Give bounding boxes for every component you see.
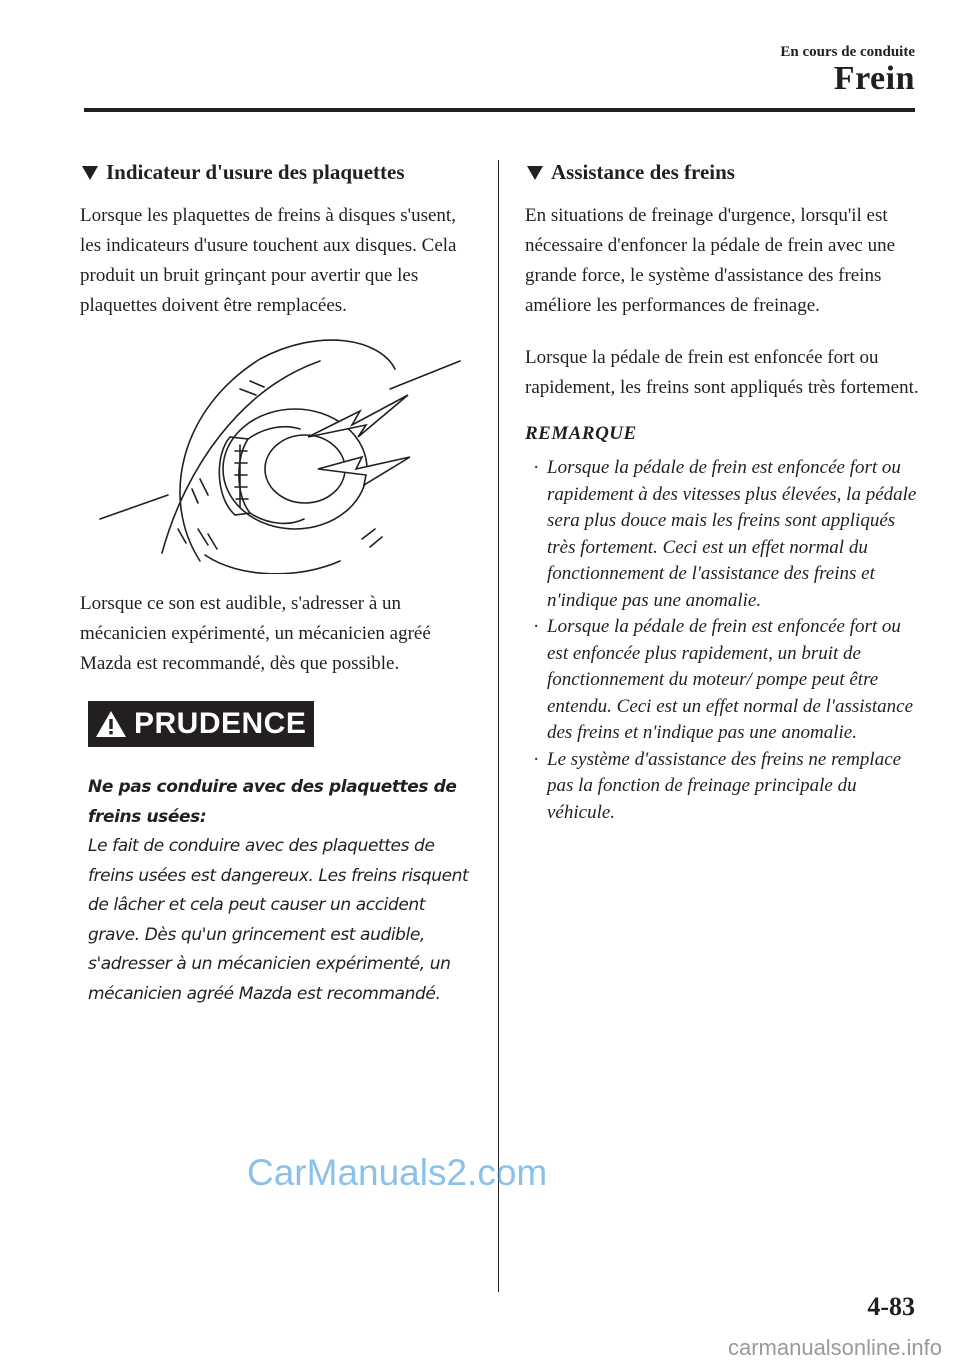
footer-site-link[interactable]: carmanualsonline.info	[727, 1335, 942, 1360]
brake-pad-wear-illustration	[90, 329, 470, 574]
paragraph: En situations de freinage d'urgence, lorsqu'il est nécessaire d'enfoncer la pédale de frein avec une grande force, le système d'assistance des freins améliore les performances de freinage.	[525, 205, 896, 316]
watermark: CarManuals2.com	[247, 1152, 548, 1193]
right-column	[525, 160, 925, 826]
paragraph: Lorsque la pédale de frein est enfoncée fort ou rapidement, les freins sont appliqués très fortement.	[525, 347, 919, 398]
caution-text	[88, 773, 480, 1009]
caution-heading: Ne pas conduire avec des plaquettes de freins usées:	[88, 777, 457, 827]
column-divider	[498, 160, 499, 1292]
triangle-down-icon	[82, 166, 98, 180]
note-text: Lorsque la pédale de frein est enfoncée fort ou est enfoncée plus rapidement, un bruit de fonctionnement du moteur/ pompe peut être entendu. Ceci est un effet normal de l'assistance des freins et n'indique pas une anomalie.	[547, 616, 914, 743]
paragraph: Lorsque ce son est audible, s'adresser à un mécanicien expérimenté, un mécanicien agréé Mazda est recommandé, dès que possible.	[80, 593, 431, 674]
caution-label: PRUDENCE	[134, 707, 307, 740]
section-heading-pad-wear	[80, 160, 480, 185]
caution-badge	[88, 701, 314, 747]
section-heading-text: Assistance des freins	[551, 160, 735, 184]
bullet-dot-icon: ·	[533, 457, 540, 478]
page-number: 4-83	[867, 1292, 915, 1321]
list-item	[525, 747, 925, 827]
caution-block	[88, 701, 480, 747]
paragraph: Lorsque les plaquettes de freins à disques s'usent, les indicateurs d'usure touchent aux disques. Cela produit un bruit grinçant pour avertir que les plaquettes doivent être remplacées.	[80, 205, 457, 316]
warning-triangle-icon	[94, 709, 128, 739]
note-list	[525, 455, 925, 826]
section-heading-brake-assist	[525, 160, 925, 185]
bullet-dot-icon: ·	[533, 748, 540, 770]
caution-body: Le fait de conduire avec des plaquettes de freins usées est dangereux. Les freins risquent de lâcher et cela peut causer un accident grave. Dès qu'un grincement est audible, s'adresser à un mécanicien expérimenté, un mécanicien agréé Mazda est recommandé.	[88, 836, 469, 1004]
note-text: Lorsque la pédale de frein est enfoncée fort ou rapidement à des vitesses plus élevées, la pédale sera plus douce mais les freins sont appliqués très fortement. Ceci est un effet normal du fonctionnement de l'assistance des freins et n'indique pas une anomalie.	[547, 457, 917, 611]
section-heading-text: Indicateur d'usure des plaquettes	[106, 160, 405, 184]
list-item	[525, 455, 925, 614]
note-title: REMARQUE	[525, 423, 637, 444]
triangle-down-icon	[527, 166, 543, 180]
running-header-title: Frein	[833, 60, 915, 97]
header-rule	[84, 108, 915, 112]
list-item	[525, 614, 925, 747]
left-column	[80, 160, 480, 1009]
running-header-subtitle: En cours de conduite	[780, 44, 915, 60]
note-text: Le système d'assistance des freins ne remplace pas la fonction de freinage principale du véhicule.	[547, 748, 902, 823]
bullet-dot-icon: ·	[533, 616, 540, 637]
